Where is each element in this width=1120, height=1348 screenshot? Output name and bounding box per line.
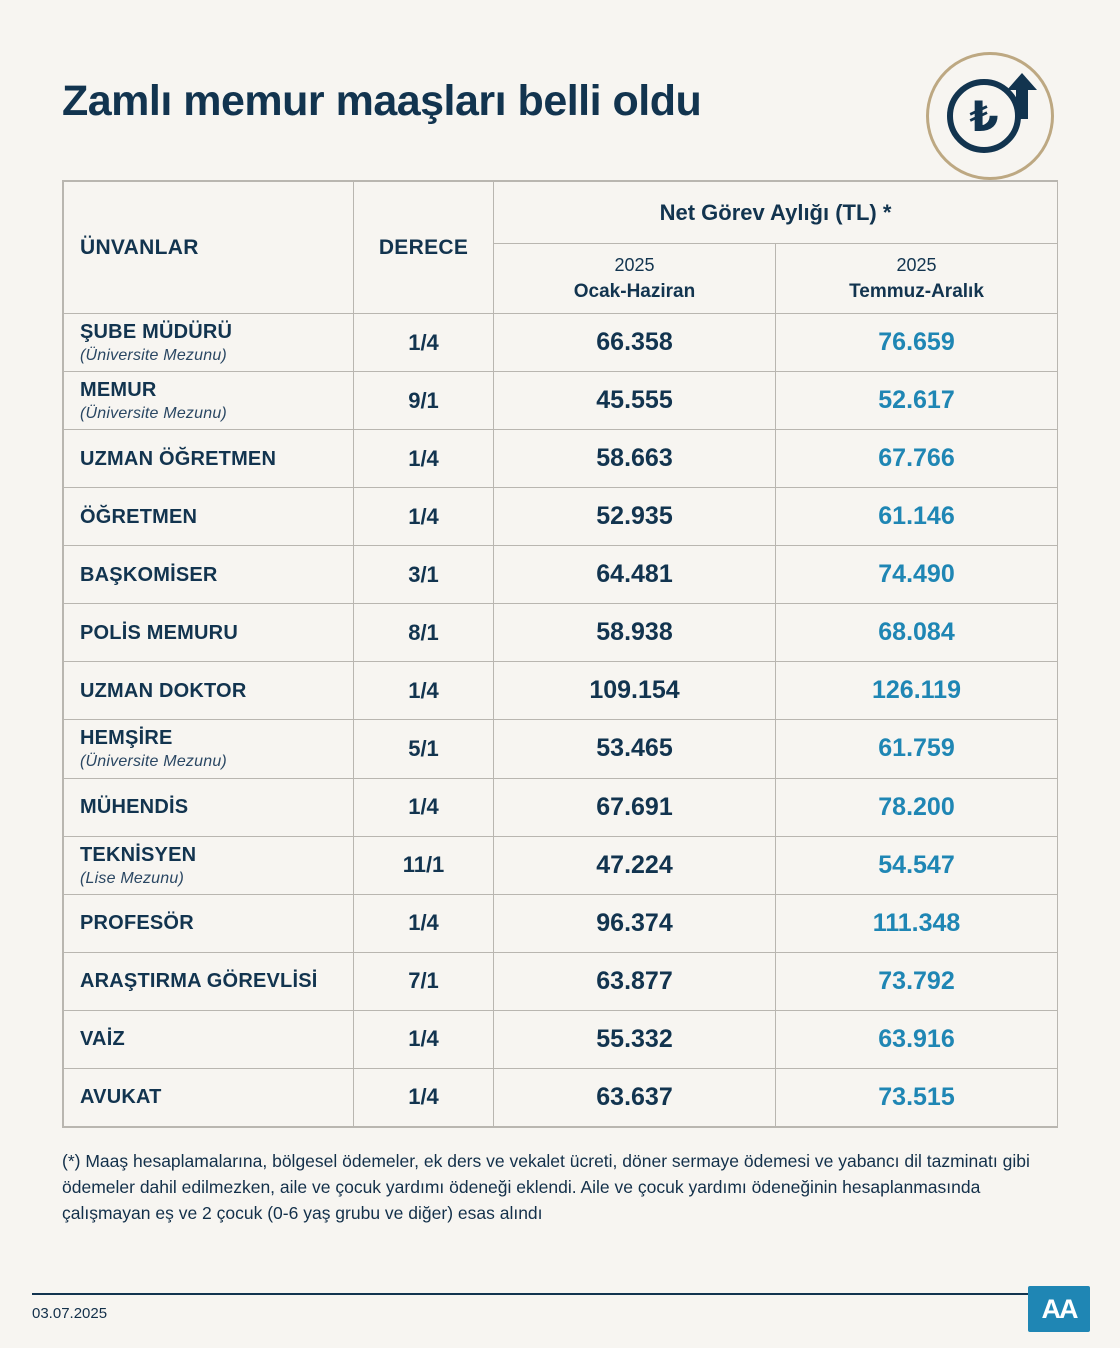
row-period2-value: 78.200: [776, 778, 1058, 836]
header: [0, 0, 1120, 180]
salary-table-container: [62, 180, 1058, 1128]
row-period2-value: 67.766: [776, 430, 1058, 488]
row-period1-value: 47.224: [494, 836, 776, 894]
row-title-cell: [64, 836, 354, 894]
row-period2-value: 68.084: [776, 604, 1058, 662]
row-period1-value: 58.938: [494, 604, 776, 662]
row-degree: 1/4: [354, 1068, 494, 1126]
row-title: MEMUR: [80, 379, 157, 402]
column-header-period2: [776, 244, 1058, 314]
period2-year: 2025: [896, 254, 937, 275]
row-period1-value: 67.691: [494, 778, 776, 836]
table-row: [64, 1010, 1058, 1068]
row-degree: 5/1: [354, 720, 494, 778]
row-degree: 1/4: [354, 894, 494, 952]
row-period2-value: 74.490: [776, 546, 1058, 604]
row-title: BAŞKOMİSER: [80, 563, 218, 586]
row-note: (Üniversite Mezunu): [80, 405, 227, 423]
row-period1-value: 109.154: [494, 662, 776, 720]
table-row: [64, 488, 1058, 546]
row-title: AVUKAT: [80, 1086, 162, 1109]
table-row: [64, 1068, 1058, 1126]
row-degree: 1/4: [354, 778, 494, 836]
row-title-cell: [64, 430, 354, 488]
row-period1-value: 53.465: [494, 720, 776, 778]
row-title-cell: [64, 314, 354, 372]
row-period1-value: 64.481: [494, 546, 776, 604]
row-degree: 1/4: [354, 314, 494, 372]
row-title-cell: [64, 894, 354, 952]
row-title: UZMAN DOKTOR: [80, 679, 247, 702]
row-title: ŞUBE MÜDÜRÜ: [80, 321, 233, 343]
table-row: [64, 546, 1058, 604]
row-period2-value: 73.515: [776, 1068, 1058, 1126]
salary-table: [63, 181, 1058, 1127]
row-title: POLİS MEMURU: [80, 621, 238, 644]
row-period1-value: 66.358: [494, 314, 776, 372]
table-row: [64, 604, 1058, 662]
row-period2-value: 63.916: [776, 1010, 1058, 1068]
row-title-cell: [64, 662, 354, 720]
table-row: [64, 430, 1058, 488]
row-degree: 1/4: [354, 1010, 494, 1068]
row-title: VAİZ: [80, 1028, 125, 1051]
period1-label: Ocak-Haziran: [573, 280, 696, 302]
table-header: [64, 182, 1058, 314]
row-note: (Üniversite Mezunu): [80, 753, 227, 771]
row-note: (Üniversite Mezunu): [80, 347, 227, 364]
page-title: Zamlı memur maaşları belli oldu: [62, 77, 702, 125]
table-row: [64, 372, 1058, 430]
table-body: [64, 314, 1058, 1127]
row-title-cell: [64, 604, 354, 662]
row-period2-value: 111.348: [776, 894, 1058, 952]
column-header-period1: [494, 244, 776, 314]
row-degree: 1/4: [354, 430, 494, 488]
row-period2-value: 126.119: [776, 662, 1058, 720]
row-title: HEMŞİRE: [80, 727, 173, 750]
lira-symbol: ₺: [969, 91, 999, 141]
footer: [32, 1293, 1088, 1322]
row-title: PROFESÖR: [80, 912, 194, 935]
table-row: [64, 894, 1058, 952]
row-period1-value: 45.555: [494, 372, 776, 430]
row-period1-value: 55.332: [494, 1010, 776, 1068]
table-row: [64, 952, 1058, 1010]
row-period2-value: 61.146: [776, 488, 1058, 546]
row-period1-value: 96.374: [494, 894, 776, 952]
period2-label: Temmuz-Aralık: [849, 280, 984, 302]
row-title: ARAŞTIRMA GÖREVLİSİ: [80, 970, 318, 993]
row-degree: 7/1: [354, 952, 494, 1010]
table-row: [64, 720, 1058, 778]
publication-date: 03.07.2025: [32, 1305, 108, 1322]
row-degree: 11/1: [354, 836, 494, 894]
footer-divider: [32, 1293, 1088, 1295]
row-degree: 3/1: [354, 546, 494, 604]
column-header-degree: DERECE: [354, 182, 494, 314]
row-degree: 1/4: [354, 662, 494, 720]
row-title-cell: [64, 546, 354, 604]
row-title-cell: [64, 372, 354, 430]
row-title-cell: [64, 952, 354, 1010]
row-period2-value: 73.792: [776, 952, 1058, 1010]
row-title-cell: [64, 720, 354, 778]
period1-year: 2025: [614, 254, 655, 275]
row-period1-value: 58.663: [494, 430, 776, 488]
row-period1-value: 63.637: [494, 1068, 776, 1126]
row-degree: 8/1: [354, 604, 494, 662]
row-degree: 9/1: [354, 372, 494, 430]
row-title: UZMAN ÖĞRETMEN: [80, 447, 277, 470]
table-row: [64, 778, 1058, 836]
row-title-cell: [64, 1068, 354, 1126]
column-header-titles: ÜNVANLAR: [64, 182, 354, 314]
row-title: TEKNİSYEN: [80, 843, 197, 866]
aa-agency-logo: AA: [1028, 1286, 1090, 1332]
row-title: MÜHENDİS: [80, 796, 189, 819]
row-period2-value: 76.659: [776, 314, 1058, 372]
table-row: [64, 314, 1058, 372]
row-title-cell: [64, 778, 354, 836]
row-title-cell: [64, 488, 354, 546]
footnote-text: (*) Maaş hesaplamalarına, bölgesel ödemeler, ek ders ve vekalet ücreti, döner sermaye ödemesi ve yabancı dil tazminatı gibi ödemeler dahil edilmezken, aile ve çocuk yardımı ödeneği eklendi. Aile ve çocuk yardımı ödeneğinin hesaplanmasında çalışmayan eş ve 2 çocuk (0-6 yaş grubu ve diğer) esas alındı: [62, 1150, 1030, 1224]
column-header-group: Net Görev Aylığı (TL) *: [494, 182, 1058, 244]
row-note: (Lise Mezunu): [80, 869, 184, 887]
row-title-cell: [64, 1010, 354, 1068]
row-title: ÖĞRETMEN: [80, 505, 198, 528]
row-degree: 1/4: [354, 488, 494, 546]
row-period1-value: 52.935: [494, 488, 776, 546]
row-period2-value: 61.759: [776, 720, 1058, 778]
table-row: [64, 662, 1058, 720]
up-arrow-icon: [1007, 73, 1037, 121]
row-period2-value: 52.617: [776, 372, 1058, 430]
row-period1-value: 63.877: [494, 952, 776, 1010]
table-row: [64, 836, 1058, 894]
row-period2-value: 54.547: [776, 836, 1058, 894]
lira-up-arrow-icon: [926, 52, 1054, 180]
